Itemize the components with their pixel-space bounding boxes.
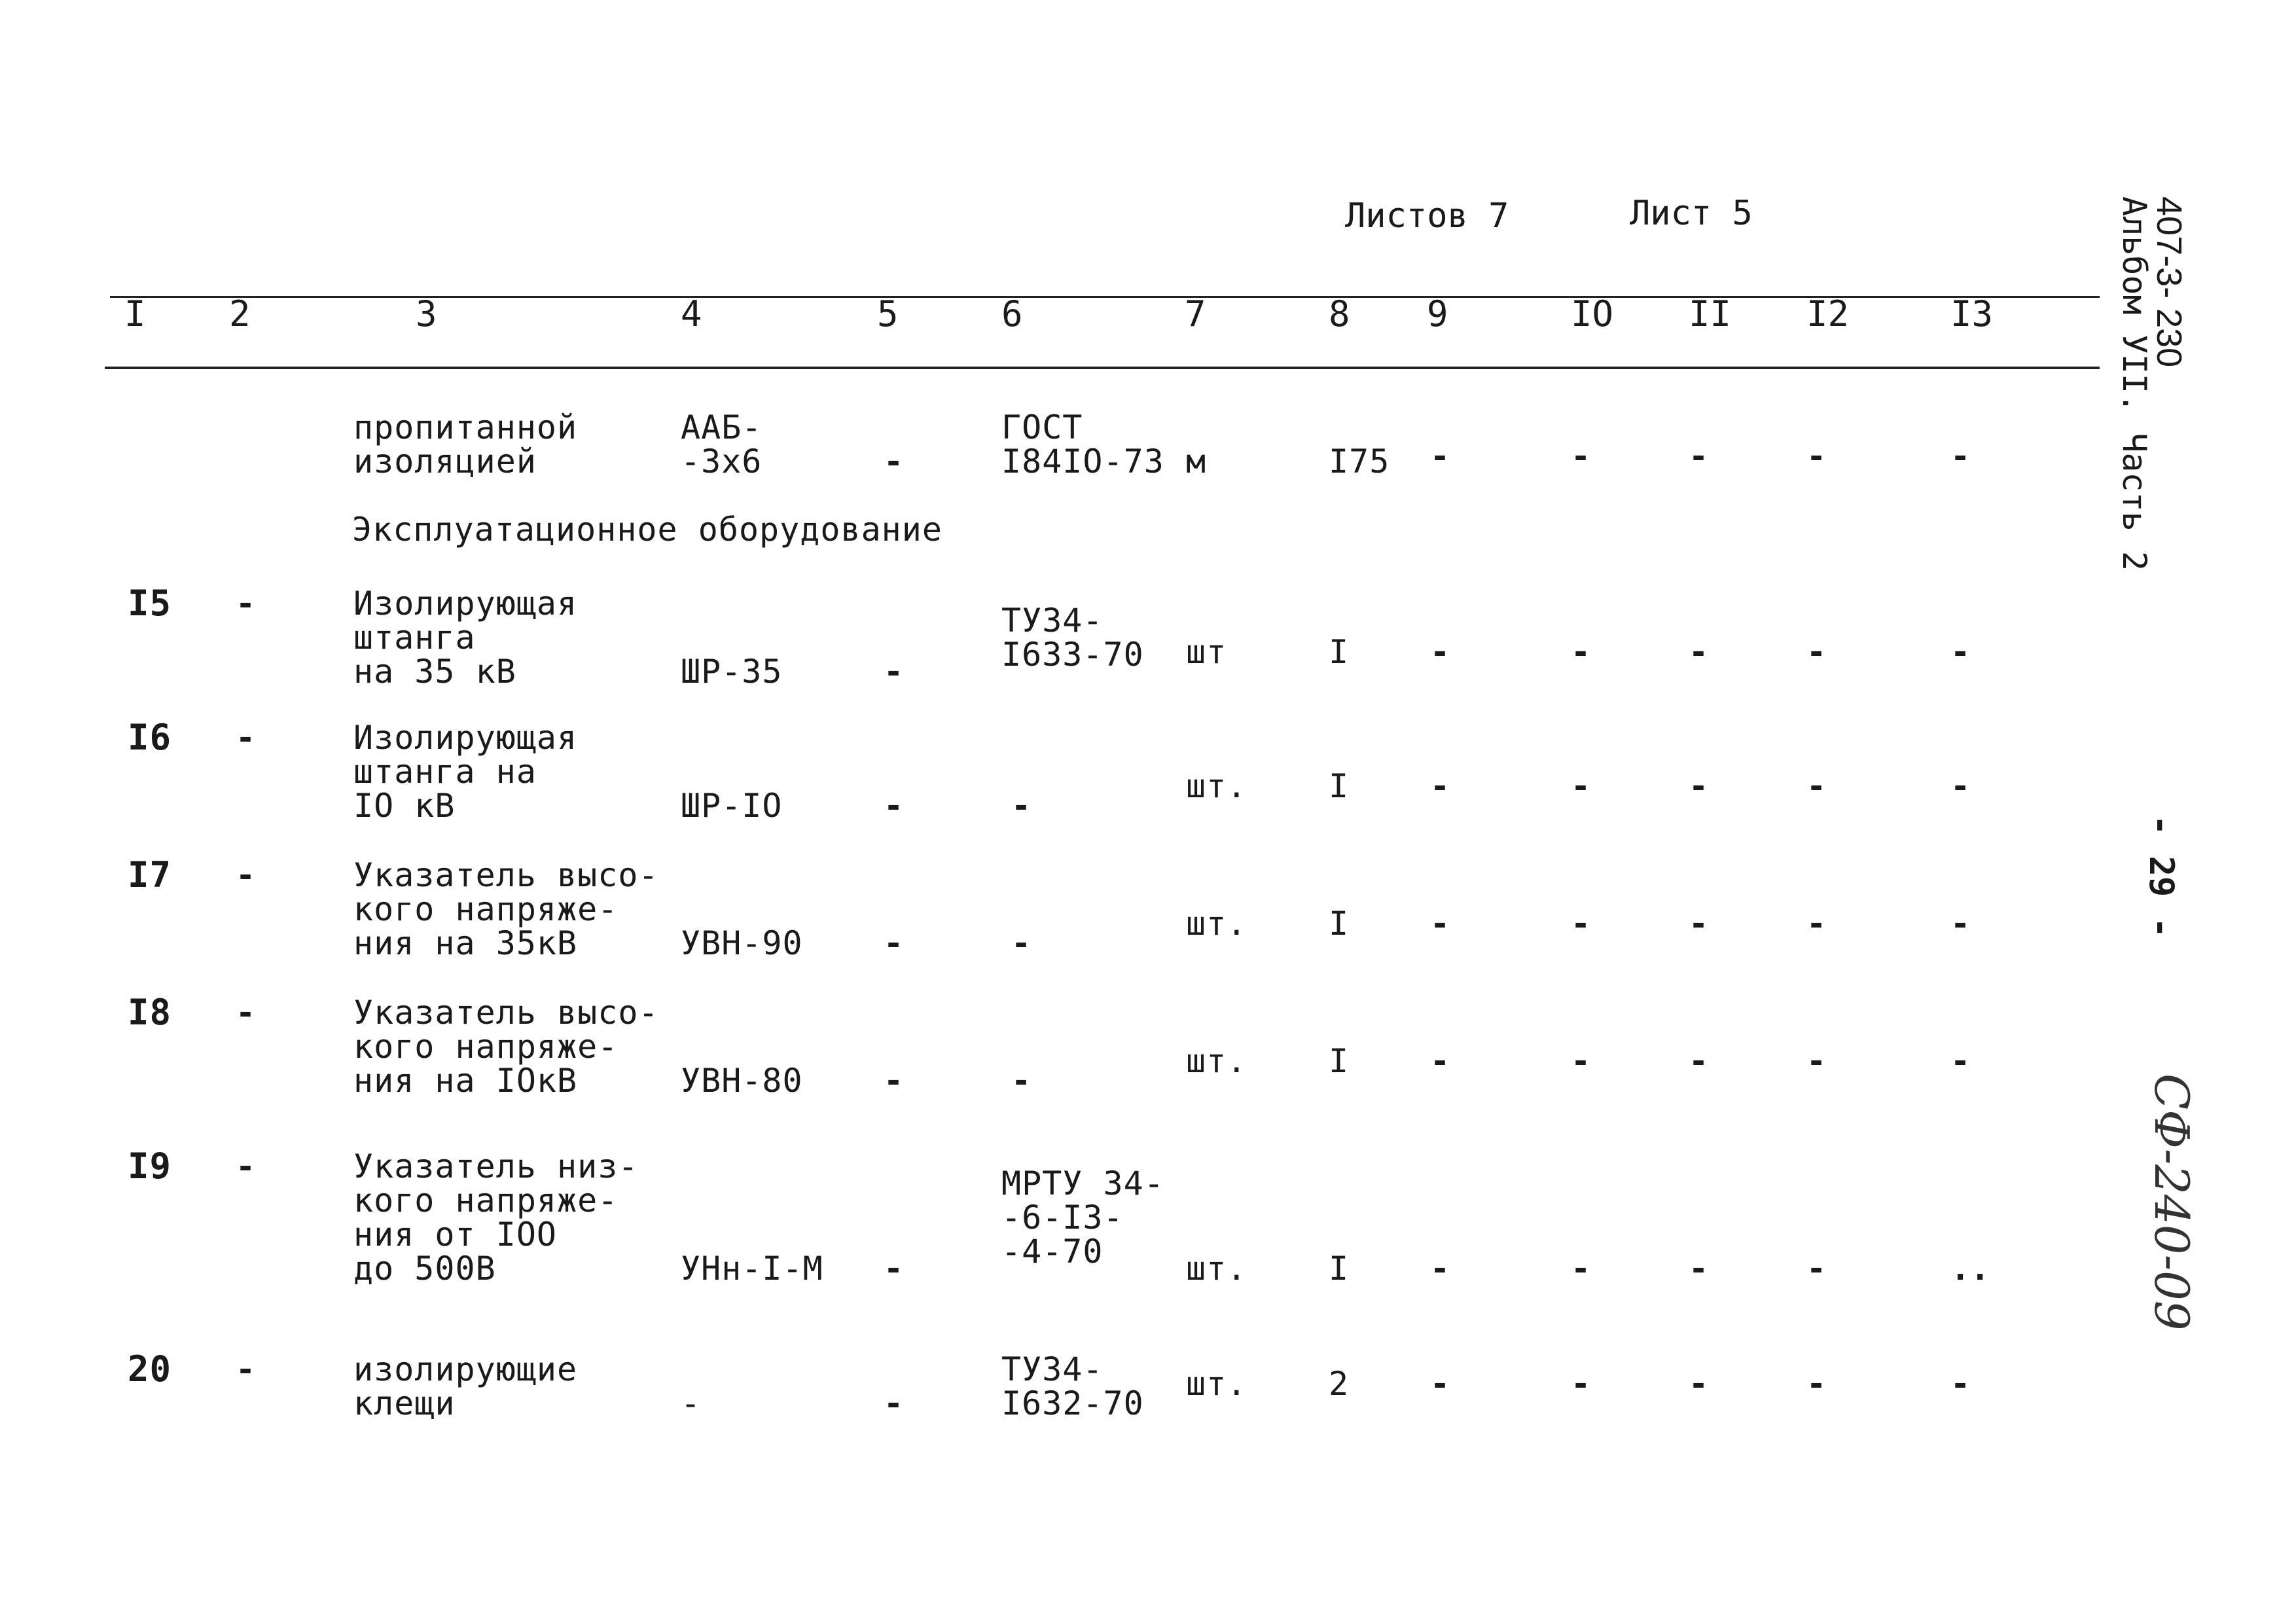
item-unit: шт. xyxy=(1186,1250,1247,1288)
cell-empty: - xyxy=(1806,437,1827,475)
cell-empty: - xyxy=(1806,1365,1827,1403)
cell-empty: - xyxy=(1430,1365,1450,1403)
cell-col5: - xyxy=(884,924,904,962)
column-number-11: II xyxy=(1689,293,1732,334)
cell-empty: - xyxy=(1689,1250,1709,1288)
column-number-7: 7 xyxy=(1185,293,1206,334)
column-number-6: 6 xyxy=(1001,293,1023,334)
item-standard-line: -6-I3- xyxy=(1001,1199,1124,1236)
cell-empty: - xyxy=(1950,1042,1971,1080)
item-name-line: Указатель высо- xyxy=(353,994,659,1032)
cell-col2: - xyxy=(236,856,256,894)
column-number-5: 5 xyxy=(877,293,899,334)
cell-empty: - xyxy=(1430,905,1450,943)
column-number-2: 2 xyxy=(229,293,251,334)
cell-col2: - xyxy=(236,585,256,623)
section-title: Эксплуатационное оборудование xyxy=(352,511,942,549)
item-name-line: на 35 кВ xyxy=(353,653,516,691)
item-type: УВН-80 xyxy=(681,1062,803,1100)
row-number: I7 xyxy=(128,854,172,895)
item-unit: шт. xyxy=(1186,905,1247,943)
item-name-line: ния на 35кВ xyxy=(353,924,578,962)
cell-empty: - xyxy=(1689,437,1709,475)
item-qty: I xyxy=(1329,633,1350,671)
cell-empty: - xyxy=(1430,437,1450,475)
item-standard-line: ТУ34- xyxy=(1001,602,1103,640)
cell-empty: - xyxy=(1806,905,1827,943)
cell-empty: .. xyxy=(1950,1250,1990,1288)
item-name-line: Указатель высо- xyxy=(353,856,659,894)
cell-col2: - xyxy=(236,1350,256,1388)
row-number: I6 xyxy=(128,717,172,758)
item-qty: I xyxy=(1329,1250,1350,1288)
cell-empty: - xyxy=(1806,1250,1827,1288)
doc-number: 407-3- 230 xyxy=(2149,196,2189,368)
cell-empty: - xyxy=(1950,633,1971,671)
cell-empty: - xyxy=(1430,633,1450,671)
item-name-line: штанга xyxy=(353,619,476,657)
item-standard-line: I633-70 xyxy=(1001,636,1144,674)
cell-col5: - xyxy=(884,1062,904,1100)
item-unit: шт. xyxy=(1186,767,1247,805)
cell-empty: - xyxy=(1689,905,1709,943)
header-top-rule xyxy=(110,296,2100,298)
item-type: УНн-I-М xyxy=(681,1250,823,1288)
item-name-line: Изолирующая xyxy=(353,719,578,757)
item-standard-line: -4-70 xyxy=(1001,1233,1103,1271)
column-number-1: I xyxy=(124,293,146,334)
item-standard-line: I84IO-73 xyxy=(1001,442,1164,480)
row-number: I5 xyxy=(128,583,172,624)
cell-col2: - xyxy=(236,1147,256,1185)
cell-empty: - xyxy=(1571,437,1591,475)
cell-empty: - xyxy=(1689,633,1709,671)
column-number-3: 3 xyxy=(416,293,437,334)
item-unit: шт xyxy=(1186,633,1227,671)
sheet-number: Лист 5 xyxy=(1630,194,1753,233)
cell-empty: - xyxy=(1950,767,1971,805)
item-standard-line: I632-70 xyxy=(1001,1384,1144,1422)
cell-empty: - xyxy=(1950,437,1971,475)
cell-empty: - xyxy=(1689,1365,1709,1403)
cell-empty: - xyxy=(1689,767,1709,805)
cell-col5: - xyxy=(884,1250,904,1288)
cell-empty: - xyxy=(1950,905,1971,943)
cell-empty: - xyxy=(1806,633,1827,671)
item-standard: - xyxy=(1011,924,1031,962)
item-qty: I xyxy=(1329,905,1350,943)
row-number: I8 xyxy=(128,992,172,1033)
item-standard: - xyxy=(1011,1062,1031,1100)
column-number-4: 4 xyxy=(681,293,702,334)
cell-col2: - xyxy=(236,719,256,757)
column-number-10: IO xyxy=(1571,293,1614,334)
item-standard-line: ГОСТ xyxy=(1001,408,1083,446)
item-name-line: изолирующие xyxy=(353,1350,578,1388)
cell-empty: - xyxy=(1430,1250,1450,1288)
album-label: Альбом УII. Часть 2 xyxy=(2115,196,2153,571)
item-name-line: пропитанной xyxy=(353,408,578,446)
column-number-12: I2 xyxy=(1806,293,1850,334)
cell-empty: - xyxy=(1806,767,1827,805)
item-unit: шт. xyxy=(1186,1042,1247,1080)
item-qty: I75 xyxy=(1329,442,1390,480)
row-number: I9 xyxy=(128,1146,172,1187)
cell-empty: - xyxy=(1430,767,1450,805)
item-name-line: IO кВ xyxy=(353,787,456,825)
cell-col5: - xyxy=(884,442,904,480)
item-standard-line: ТУ34- xyxy=(1001,1350,1103,1388)
column-number-8: 8 xyxy=(1329,293,1350,334)
cell-col5: - xyxy=(884,1384,904,1422)
item-name-line: штанга на xyxy=(353,753,537,791)
item-unit: шт. xyxy=(1186,1365,1247,1403)
cell-empty: - xyxy=(1430,1042,1450,1080)
item-name-line: изоляцией xyxy=(353,442,537,480)
item-name-line: кого напряже- xyxy=(353,890,619,928)
item-unit: м xyxy=(1186,442,1207,480)
item-name-line: кого напряже- xyxy=(353,1182,619,1219)
cell-empty: - xyxy=(1571,1250,1591,1288)
item-name-line: до 500В xyxy=(353,1250,496,1288)
header-bottom-rule xyxy=(105,367,2100,369)
item-type: УВН-90 xyxy=(681,924,803,962)
cell-col2: - xyxy=(236,994,256,1032)
item-type-line: ААБ- xyxy=(681,408,762,446)
item-name-line: ния от IOO xyxy=(353,1216,558,1254)
item-type: - xyxy=(681,1384,702,1422)
item-type: ШР-IO xyxy=(681,787,783,825)
page-number: - 29 - xyxy=(2142,815,2181,938)
cell-empty: - xyxy=(1689,1042,1709,1080)
cell-empty: - xyxy=(1571,767,1591,805)
item-name-line: кого напряже- xyxy=(353,1028,619,1066)
item-standard: - xyxy=(1011,787,1031,825)
item-name-line: клещи xyxy=(353,1384,456,1422)
cell-col5: - xyxy=(884,787,904,825)
item-qty: I xyxy=(1329,1042,1350,1080)
item-standard-line: МРТУ 34- xyxy=(1001,1164,1164,1202)
item-type: ШР-35 xyxy=(681,653,783,691)
cell-empty: - xyxy=(1571,1042,1591,1080)
sheets-total: Листов 7 xyxy=(1345,196,1509,236)
cell-empty: - xyxy=(1950,1365,1971,1403)
archive-stamp: СФ-240-09 xyxy=(2144,1074,2199,1331)
cell-empty: - xyxy=(1571,905,1591,943)
cell-empty: - xyxy=(1571,1365,1591,1403)
item-name-line: Указатель низ- xyxy=(353,1147,639,1185)
cell-empty: - xyxy=(1806,1042,1827,1080)
item-qty: I xyxy=(1329,767,1350,805)
cell-col5: - xyxy=(884,653,904,691)
item-name-line: ния на IOкВ xyxy=(353,1062,578,1100)
column-number-9: 9 xyxy=(1427,293,1448,334)
row-number: 20 xyxy=(128,1348,172,1390)
cell-empty: - xyxy=(1571,633,1591,671)
item-qty: 2 xyxy=(1329,1365,1350,1403)
item-name-line: Изолирующая xyxy=(353,585,578,623)
item-type-line: -3х6 xyxy=(681,442,762,480)
column-number-13: I3 xyxy=(1950,293,1994,334)
